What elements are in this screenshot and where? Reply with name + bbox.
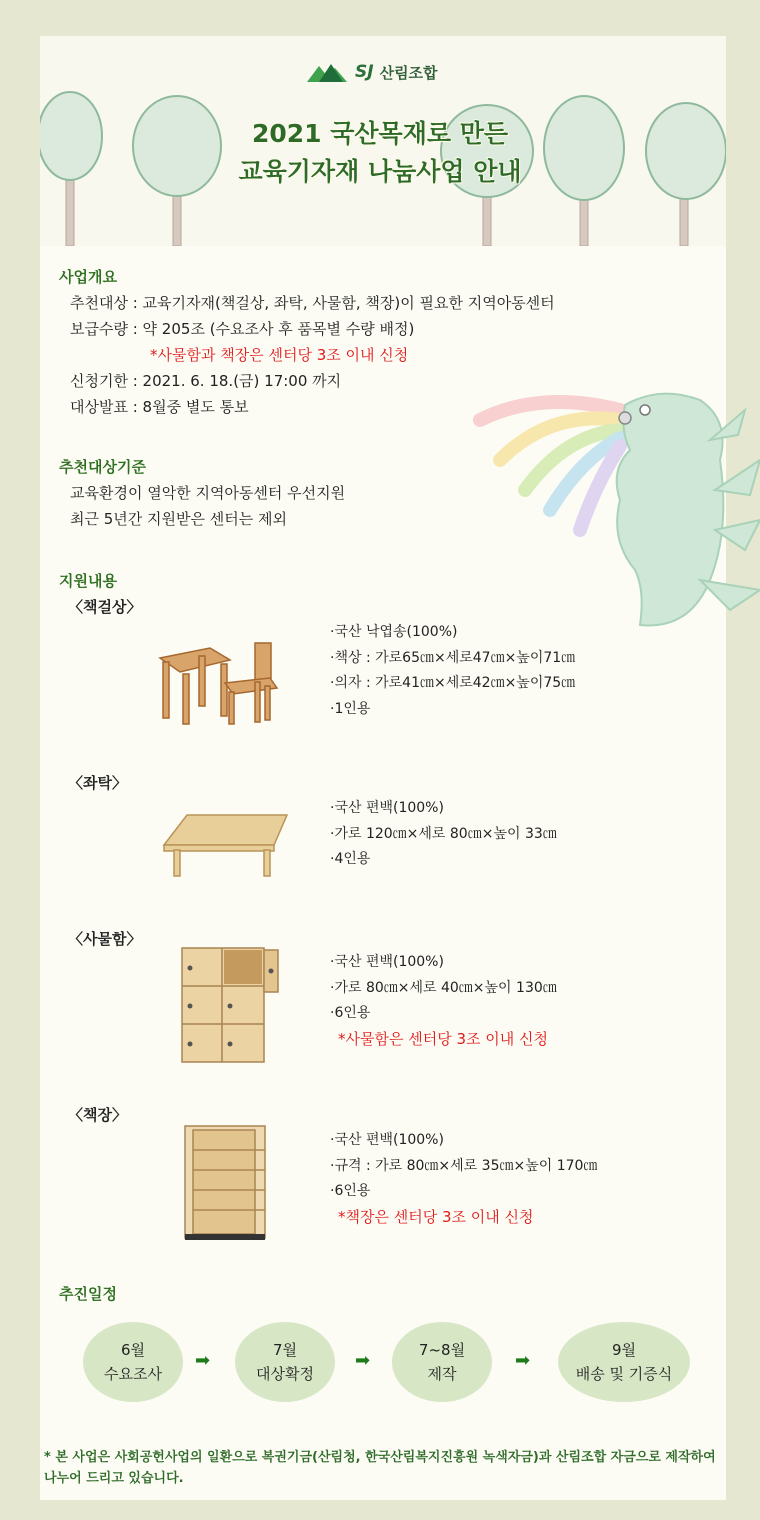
criteria-line2: 최근 5년간 지원받은 센터는 제외 <box>70 510 287 528</box>
criteria-heading: 추천대상기준 <box>59 458 146 476</box>
item-specs-desk-chair <box>330 620 575 722</box>
content-card <box>40 36 726 1500</box>
page-title-line1: 2021 국산목재로 만든 <box>251 119 509 148</box>
logo-name: 산림조합 <box>379 63 438 82</box>
item-name-desk-chair: 〈책걸상〉 <box>68 598 142 616</box>
spec-line: ·1인용 <box>330 700 371 717</box>
step-label: 제작 <box>427 1365 457 1383</box>
spec-line: ·가로 80㎝×세로 40㎝×높이 130㎝ <box>330 979 557 996</box>
spec-line: ·의자 : 가로41㎝×세로42㎝×높이75㎝ <box>330 675 576 691</box>
spec-line: ·가로 120㎝×세로 80㎝×높이 33㎝ <box>330 825 557 842</box>
mountain-logo-icon <box>305 60 349 84</box>
bookshelf-image <box>183 1122 273 1244</box>
logo-sj-text: SJ <box>355 62 374 82</box>
arrow-right-icon: ➡ <box>355 1350 371 1371</box>
schedule-step-2 <box>235 1322 335 1402</box>
step-month: 7~8월 <box>418 1341 466 1359</box>
overview-supply-note: *사물함과 책장은 센터당 3조 이내 신청 <box>150 346 409 364</box>
overview-deadline: 신청기한 : 2021. 6. 18.(금) 17:00 까지 <box>70 372 342 390</box>
step-label: 배송 및 기증식 <box>575 1365 673 1383</box>
spec-line: ·6인용 <box>330 1005 371 1021</box>
schedule-step-1 <box>83 1322 183 1402</box>
support-heading: 지원내용 <box>59 572 117 590</box>
spec-line: ·6인용 <box>330 1183 371 1199</box>
overview-supply: 보급수량 : 약 205조 (수요조사 후 품목별 수량 배정) <box>70 320 415 338</box>
arrow-right-icon: ➡ <box>515 1350 531 1371</box>
step-month: 9월 <box>611 1341 637 1359</box>
spec-line: ·국산 낙엽송(100%) <box>330 624 458 640</box>
footnote: * 본 사업은 사회공헌사업의 일환으로 복권기금(산림청, 한국산림복지진흥원 녹색자금)과 산림조합 자금으로 제작하여 나누어 드리고 있습니다. <box>44 1450 716 1486</box>
spec-line: ·4인용 <box>330 851 371 867</box>
step-label: 대상확정 <box>256 1365 314 1383</box>
schedule-step-4 <box>558 1322 690 1402</box>
schedule-step-3 <box>392 1322 492 1402</box>
item-name-locker: 〈사물함〉 <box>68 930 142 948</box>
locker-note: *사물함은 센터당 3조 이내 신청 <box>338 1029 548 1048</box>
criteria-line1: 교육환경이 열악한 지역아동센터 우선지원 <box>70 484 346 502</box>
logo <box>305 60 438 84</box>
step-month: 7월 <box>272 1341 298 1359</box>
spec-line: ·책상 : 가로65㎝×세로47㎝×높이71㎝ <box>330 649 576 666</box>
item-name-low-table: 〈좌탁〉 <box>68 774 127 792</box>
page-title-line2: 교육기자재 나눔사업 안내 <box>238 157 522 186</box>
item-name-bookshelf: 〈책장〉 <box>68 1106 127 1124</box>
spec-line: ·규격 : 가로 80㎝×세로 35㎝×높이 170㎝ <box>330 1157 598 1174</box>
low-table-image <box>162 810 292 880</box>
spec-line: ·국산 편백(100%) <box>330 954 444 970</box>
item-specs-locker <box>330 950 557 1052</box>
overview-recommend: 추천대상 : 교육기자재(책걸상, 좌탁, 사물함, 책장)이 필요한 지역아동센터 <box>70 294 555 312</box>
locker-image <box>180 946 290 1066</box>
overview-heading: 사업개요 <box>59 268 117 286</box>
creature-eye-icon <box>640 405 650 415</box>
bookshelf-note: *책장은 센터당 3조 이내 신청 <box>338 1207 534 1226</box>
item-specs-bookshelf <box>330 1128 597 1230</box>
item-specs-low-table <box>330 796 557 873</box>
step-label: 수요조사 <box>104 1365 162 1383</box>
arrow-right-icon: ➡ <box>195 1350 211 1371</box>
overview-announce: 대상발표 : 8월중 별도 통보 <box>70 398 249 416</box>
spec-line: ·국산 편백(100%) <box>330 1132 444 1148</box>
desk-chair-image <box>155 638 285 728</box>
schedule-heading: 추진일정 <box>59 1285 117 1303</box>
spec-line: ·국산 편백(100%) <box>330 800 444 816</box>
step-month: 6월 <box>120 1341 146 1359</box>
